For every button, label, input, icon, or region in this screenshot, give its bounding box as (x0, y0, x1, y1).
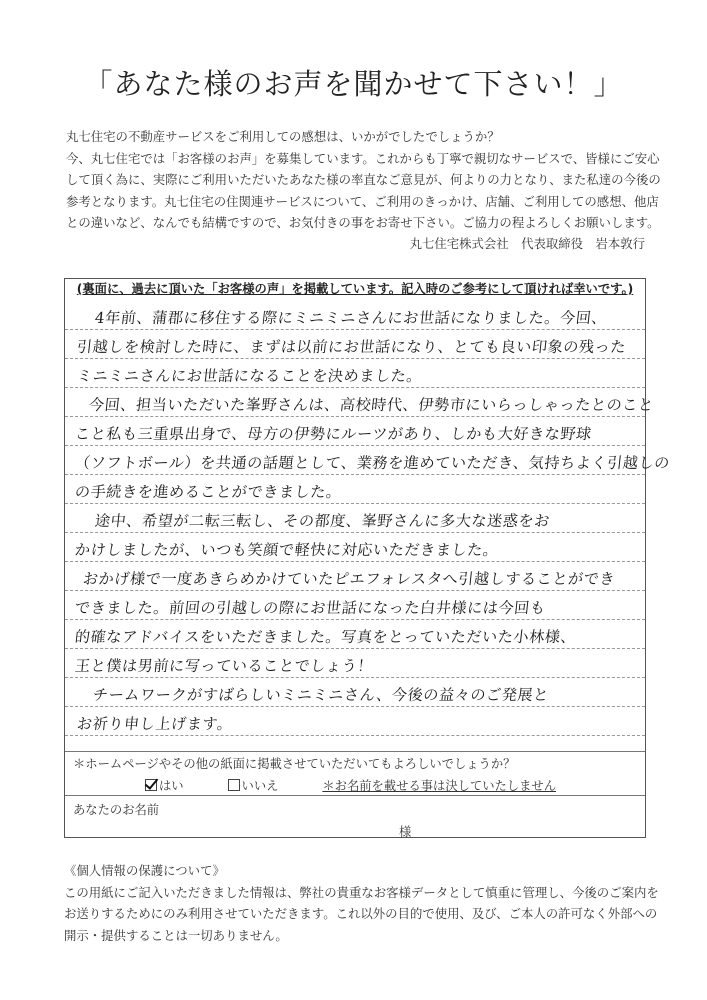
name-consent-note: ＊お名前を載せる事は決していたしません (322, 779, 557, 793)
checkbox-checked-icon[interactable] (145, 779, 157, 791)
privacy-line: 開示・提供することは一切ありません。 (64, 927, 288, 943)
privacy-line: お送りするためにのみ利用させていただきます。これ以外の目的で使用、及び、ご本人の許可なく外部への (64, 906, 658, 921)
publish-choices (145, 776, 596, 794)
handwritten-line: できました。前回の引越しの際にお世話になった白井様には今回も (74, 599, 547, 617)
publish-question: ＊ホームページやその他の紙面に掲載させていただいてもよろしいでしょうか？ (73, 757, 516, 771)
handwritten-line: の手続きを進めることができました。 (74, 483, 343, 501)
handwritten-line: ミニミニさんにお世話になることを決めました。 (76, 367, 424, 385)
form-notice: (裏面に、過去に頂いた「お客様の声」を掲載しています。記入時のご参考にして頂ければ幸いです。) (76, 282, 634, 296)
page-title: 「あなた様のお声を聞かせて下さい！」 (83, 67, 624, 101)
handwritten-line: お祈り申し上げます。 (76, 715, 234, 733)
choice-yes[interactable]: はい (145, 779, 184, 793)
intro-text (66, 126, 661, 234)
privacy-section (64, 860, 664, 946)
privacy-heading: 《個人情報の保護について》 (64, 863, 225, 878)
handwritten-line: 王と僕は男前に写っていることでしょう！ (74, 657, 374, 675)
intro-line: 今、丸七住宅では「お客様のお声」を募集しています。これからも丁寧で親切なサービスで、皆様にご安心 (66, 150, 660, 166)
handwritten-line: 4年前、蒲郡に移住する際にミニミニさんにお世話になりました。今回、 (94, 309, 609, 327)
handwritten-line: （ソフトボール）を共通の話題として、業務を進めていただき、気持ちよく引越しの (74, 454, 671, 472)
handwritten-line: 途中、希望が二転三転し、その都度、峯野さんに多大な迷惑をお (94, 512, 551, 530)
privacy-line: この用紙にご記入いただきました情報は、弊社の貴重なお客様データとして慎重に管理し、今後のご案内を (64, 884, 659, 900)
choice-no[interactable]: いいえ (228, 779, 279, 793)
handwritten-line: 的確なアドバイスをいただきました。写真をとっていただいた小林様、 (74, 628, 578, 646)
comment-area[interactable] (65, 301, 671, 751)
handwritten-line: 今回、担当いただいた峯野さんは、高校時代、伊勢市にいらっしゃったとのこと (88, 396, 655, 414)
name-suffix: 様 (399, 825, 412, 839)
checkbox-icon[interactable] (228, 779, 240, 791)
handwritten-line: チームワークがすばらしいミニミニさん、今後の益々のご発展と (92, 686, 550, 704)
intro-line: 参考となります。丸七住宅の住関連サービスについて、ご利用のきっかけ、店舗、ご利用しての感想、他店 (66, 193, 659, 209)
intro-line: 丸七住宅の不動産サービスをご利用しての感想は、いかがでしたでしょうか？ (66, 129, 500, 144)
handwritten-line: おかげ様で一度あきらめかけていたピエフォレスタへ引越しすることができ (82, 570, 617, 588)
name-label: あなたのお名前 (73, 803, 160, 817)
handwritten-line: こと私も三重県出身で、母方の伊勢にルーツがあり、しかも大好きな野球 (74, 425, 593, 443)
handwritten-line: 引越しを検討した時に、まずは以前にお世話になり、とても良い印象の残った (76, 338, 627, 356)
handwritten-line: かけしましたが、いつも笑顔で軽快に対応いただきました。 (74, 541, 500, 559)
feedback-form (64, 278, 671, 839)
signature: 丸七住宅株式会社 代表取締役 岩本敦行 (409, 236, 645, 251)
intro-line: との違いなど、なんでも結構ですので、お気付きの事をお寄せ下さい。ご協力の程よろしくお願いします。 (66, 215, 660, 230)
intro-line: して頂く為に、実際にご利用いただいたあなた様の率直なご意見が、何よりの力となり、また私達の今後の (66, 172, 661, 187)
